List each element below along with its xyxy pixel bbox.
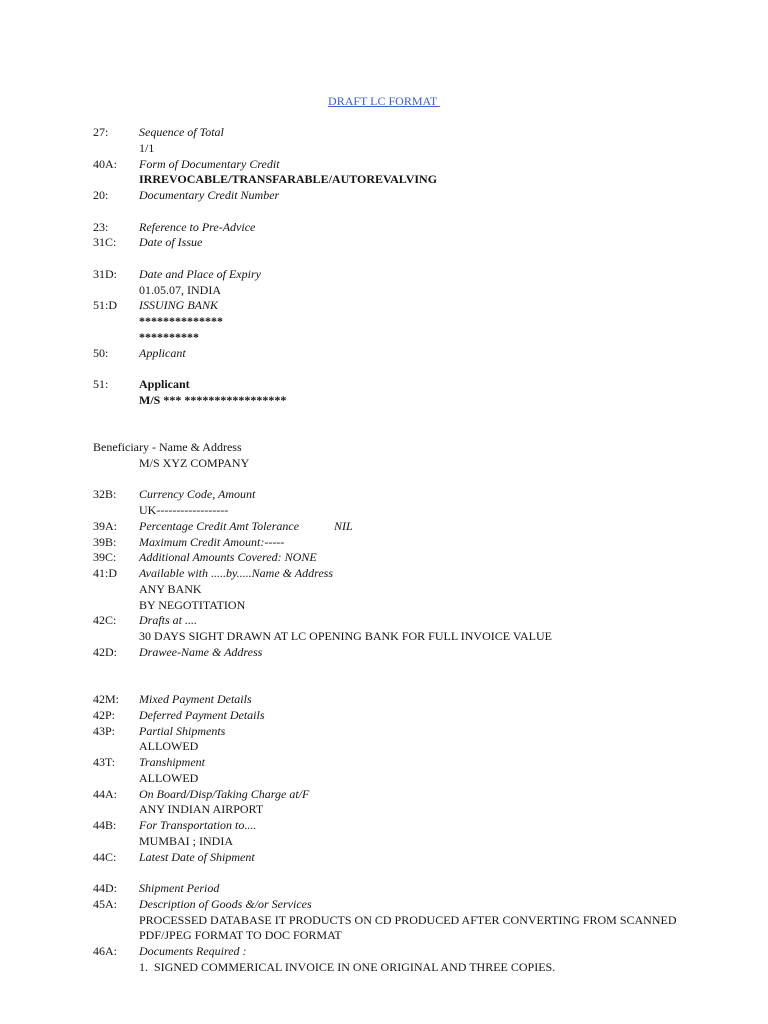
field-value-row — [0, 283, 768, 299]
field-row-31c — [0, 235, 768, 251]
field-label: Currency Code, Amount — [139, 487, 256, 502]
field-tag: 44C: — [93, 849, 117, 864]
field-value-row — [0, 330, 768, 346]
blank-line — [0, 204, 768, 220]
field-row-39b — [0, 535, 768, 551]
field-tag: 32B: — [93, 487, 117, 502]
beneficiary-label: Beneficiary - Name & Address — [93, 440, 242, 454]
field-row-32b — [0, 487, 768, 503]
field-label: Documentary Credit Number — [139, 188, 280, 202]
field-tag: 31D: — [93, 266, 117, 281]
field-value-row — [0, 834, 768, 850]
field-label: Documents Required : — [139, 944, 247, 958]
blank-line — [0, 676, 768, 692]
field-value-row — [0, 913, 768, 929]
field-value-row — [0, 503, 768, 519]
field-tag: 50: — [93, 345, 109, 360]
field-value: 30 DAYS SIGHT DRAWN AT LC OPENING BANK FOR FULL INVOICE VALUE — [139, 629, 552, 643]
field-label: Description of Goods &/or Services — [139, 896, 312, 911]
field-row-51d — [0, 298, 768, 314]
field-value: ANY BANK — [139, 581, 202, 596]
field-value: 1/1 — [139, 140, 155, 155]
field-tag: 20: — [93, 188, 109, 202]
field-tag: 51: — [93, 377, 109, 391]
field-label: Reference to Pre-Advice — [139, 219, 256, 234]
field-label: For Transportation to.... — [139, 818, 257, 832]
blank-line — [0, 865, 768, 881]
field-label: Applicant — [139, 345, 186, 360]
field-row-50 — [0, 346, 768, 362]
field-value: 1. SIGNED COMMERICAL INVOICE IN ONE ORIGINAL AND THREE COPIES. — [139, 959, 556, 974]
field-label: Mixed Payment Details — [139, 692, 252, 706]
field-value-row — [0, 141, 768, 157]
page-title-container — [0, 93, 768, 109]
field-label: Latest Date of Shipment — [139, 849, 255, 864]
field-row-42p — [0, 708, 768, 724]
blank-line — [0, 361, 768, 377]
field-value-row — [0, 739, 768, 755]
field-value: MUMBAI ; INDIA — [139, 833, 233, 848]
field-tag: 44D: — [93, 881, 117, 895]
field-label: Date of Issue — [139, 235, 203, 250]
field-tag: 44A: — [93, 786, 117, 801]
field-row-44c — [0, 850, 768, 866]
field-row-39a — [0, 519, 768, 535]
field-row-51 — [0, 377, 768, 393]
document-body — [0, 125, 768, 976]
field-value: ANY INDIAN AIRPORT — [139, 802, 264, 817]
beneficiary-row — [0, 440, 768, 456]
field-label: Maximum Credit Amount:----- — [139, 534, 285, 549]
field-value: M/S *** ***************** — [139, 392, 287, 407]
field-label: Drawee-Name & Address — [139, 644, 263, 659]
field-tag: 41:D — [93, 566, 117, 580]
field-value: UK------------------ — [139, 503, 229, 517]
field-label: Sequence of Total — [139, 125, 224, 139]
field-value-row — [0, 598, 768, 614]
field-value-row — [0, 393, 768, 409]
field-row-42c — [0, 613, 768, 629]
field-tag: 51:D — [93, 298, 117, 313]
field-tag: 45A: — [93, 896, 117, 911]
field-inline-value: NIL — [334, 518, 353, 533]
field-row-46a — [0, 944, 768, 960]
field-row-42m — [0, 692, 768, 708]
field-tag: 31C: — [93, 235, 117, 250]
field-value-row — [0, 960, 768, 976]
field-tag: 43P: — [93, 723, 116, 738]
field-value: ********** — [139, 329, 199, 344]
field-tag: 39A: — [93, 518, 117, 533]
field-label: Shipment Period — [139, 881, 220, 895]
field-tag: 27: — [93, 125, 109, 139]
field-value: 01.05.07, INDIA — [139, 282, 221, 297]
field-value-row — [0, 802, 768, 818]
field-label: Available with .....by.....Name & Address — [139, 566, 333, 580]
field-row-45a — [0, 897, 768, 913]
field-value-row — [0, 629, 768, 645]
field-row-41d — [0, 566, 768, 582]
field-tag: 42C: — [93, 613, 117, 628]
field-tag: 40A: — [93, 156, 117, 171]
field-value-row — [0, 456, 768, 472]
field-row-44b — [0, 818, 768, 834]
field-row-40a — [0, 157, 768, 173]
field-value-row — [0, 928, 768, 944]
field-tag: 42P: — [93, 707, 116, 722]
field-value-row — [0, 172, 768, 188]
field-value: IRREVOCABLE/TRANSFARABLE/AUTOREVALVING — [139, 172, 438, 187]
field-label: On Board/Disp/Taking Charge at/F — [139, 786, 310, 801]
field-row-42d — [0, 645, 768, 661]
beneficiary-value: M/S XYZ COMPANY — [139, 455, 250, 470]
field-value: PROCESSED DATABASE IT PRODUCTS ON CD PRODUCED AFTER CONVERTING FROM SCANNED — [139, 912, 677, 927]
field-label: Drafts at .... — [139, 613, 198, 628]
field-tag: 39B: — [93, 534, 117, 549]
field-tag: 43T: — [93, 755, 116, 769]
field-label: Deferred Payment Details — [139, 707, 265, 722]
field-label: Applicant — [139, 377, 190, 391]
field-row-20 — [0, 188, 768, 204]
blank-line — [0, 251, 768, 267]
field-label: Additional Amounts Covered: NONE — [139, 550, 317, 565]
field-value: ************** — [139, 314, 223, 328]
field-value: ALLOWED — [139, 739, 199, 754]
field-label: Date and Place of Expiry — [139, 266, 261, 281]
field-tag: 46A: — [93, 944, 117, 958]
field-value-row — [0, 582, 768, 598]
field-label: Transhipment — [139, 755, 206, 769]
blank-line — [0, 472, 768, 488]
field-label: ISSUING BANK — [139, 298, 218, 313]
field-value: ALLOWED — [139, 770, 199, 785]
field-row-43p — [0, 724, 768, 740]
blank-line — [0, 424, 768, 440]
blank-line — [0, 409, 768, 425]
field-label: Form of Documentary Credit — [139, 156, 280, 171]
field-row-44d — [0, 881, 768, 897]
field-value: PDF/JPEG FORMAT TO DOC FORMAT — [139, 928, 342, 943]
field-row-31d — [0, 267, 768, 283]
field-row-39c — [0, 550, 768, 566]
field-row-27 — [0, 125, 768, 141]
field-row-44a — [0, 787, 768, 803]
page-title[interactable]: DRAFT LC FORMAT — [328, 94, 440, 108]
field-value: BY NEGOTITATION — [139, 597, 246, 612]
field-tag: 39C: — [93, 550, 117, 565]
field-row-23 — [0, 220, 768, 236]
blank-line — [0, 661, 768, 677]
field-tag: 23: — [93, 219, 109, 234]
field-value-row — [0, 771, 768, 787]
field-value-row — [0, 314, 768, 330]
field-tag: 42M: — [93, 692, 120, 706]
field-label: Percentage Credit Amt Tolerance — [139, 518, 300, 533]
field-tag: 42D: — [93, 644, 117, 659]
field-row-43t — [0, 755, 768, 771]
field-label: Partial Shipments — [139, 723, 226, 738]
field-tag: 44B: — [93, 818, 117, 832]
